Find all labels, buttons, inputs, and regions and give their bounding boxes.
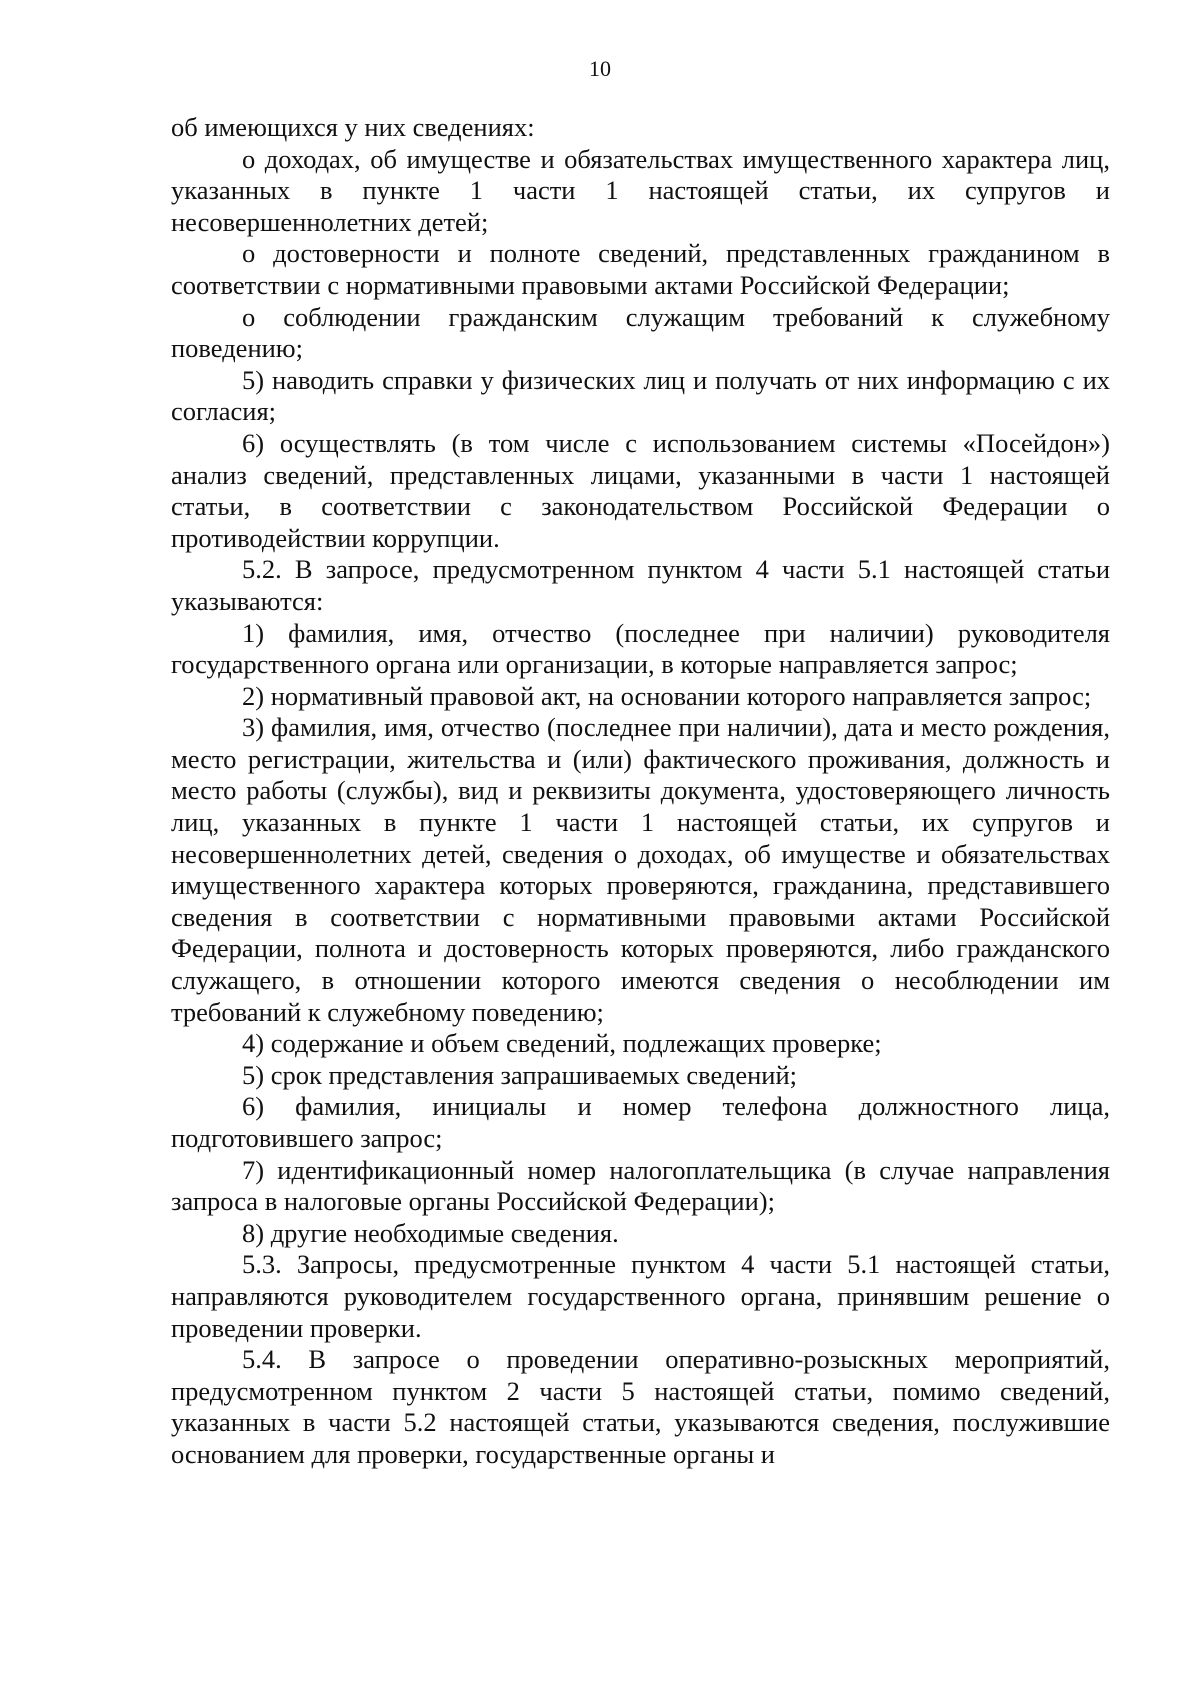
paragraph-5-2-item-1: 1) фамилия, имя, отчество (последнее при наличии) руководителя государственного органа или организации, в которые направляется запрос; xyxy=(171,617,1110,680)
paragraph-5-2-item-4: 4) содержание и объем сведений, подлежащих проверке; xyxy=(242,1028,882,1059)
paragraph-item-6: 6) осуществлять (в том числе с использованием системы «Посейдон») анализ сведений, представленных лицами, указанными в части 1 настоящей статьи, в соответствии с законодательством Российской Федерации о противодействии коррупции. xyxy=(171,427,1110,553)
paragraph-section-5-3: 5.3. Запросы, предусмотренные пунктом 4 части 5.1 настоящей статьи, направляются руководителем государственного органа, принявшим решение о проведении проверки. xyxy=(171,1249,1110,1343)
paragraph-section-5-2: 5.2. В запросе, предусмотренном пунктом 4 части 5.1 настоящей статьи указываются: xyxy=(171,554,1110,616)
document-body xyxy=(171,112,1110,1471)
paragraph-intro: об имеющихся у них сведениях: xyxy=(171,112,535,142)
page-number: 10 xyxy=(589,56,611,81)
paragraph-5-2-item-6: 6) фамилия, инициалы и номер телефона должностного лица, подготовившего запрос; xyxy=(171,1091,1110,1153)
paragraph-reliability: о достоверности и полноте сведений, представленных гражданином в соответствии с нормативными правовыми актами Российской Федерации; xyxy=(171,238,1110,300)
paragraph-item-5: 5) наводить справки у физических лиц и получать от них информацию с их согласия; xyxy=(171,364,1110,427)
paragraph-5-2-item-8: 8) другие необходимые сведения. xyxy=(242,1217,619,1248)
paragraph-5-2-item-5: 5) срок представления запрашиваемых сведений; xyxy=(242,1059,798,1090)
paragraph-5-2-item-2: 2) нормативный правовой акт, на основании которого направляется запрос; xyxy=(242,680,1092,711)
paragraph-income: о доходах, об имуществе и обязательствах имущественного характера лиц, указанных в пункте 1 части 1 настоящей статьи, их супругов и несовершеннолетних детей; xyxy=(171,143,1110,237)
paragraph-5-2-item-3: 3) фамилия, имя, отчество (последнее при наличии), дата и место рождения, место регистрации, жительства и (или) фактического проживания, должность и место работы (службы), вид и реквизиты документа, удостоверяющего личность лиц, указанных в пункте 1 части 1 настоящей статьи, их супругов и несовершеннолетних детей, сведения о доходах, об имуществе и обязательствах имущественного характера которых проверяются, гражданина, представившего сведения в соответствии с нормативными правовыми актами Российской Федерации, полнота и достоверность которых проверяются, либо гражданского служащего, в отношении которого имеются сведения о несоблюдении им требований к служебному поведению; xyxy=(171,712,1110,1027)
paragraph-5-2-item-7: 7) идентификационный номер налогоплательщика (в случае направления запроса в налоговые органы Российской Федерации); xyxy=(171,1154,1110,1217)
paragraph-compliance: о соблюдении гражданским служащим требований к служебному поведению; xyxy=(171,301,1110,364)
paragraph-section-5-4: 5.4. В запросе о проведении оперативно-розыскных мероприятий, предусмотренном пунктом 2 части 5 настоящей статьи, помимо сведений, указанных в части 5.2 настоящей статьи, указываются сведения, послужившие основанием для проверки, государственные органы и xyxy=(171,1344,1110,1469)
